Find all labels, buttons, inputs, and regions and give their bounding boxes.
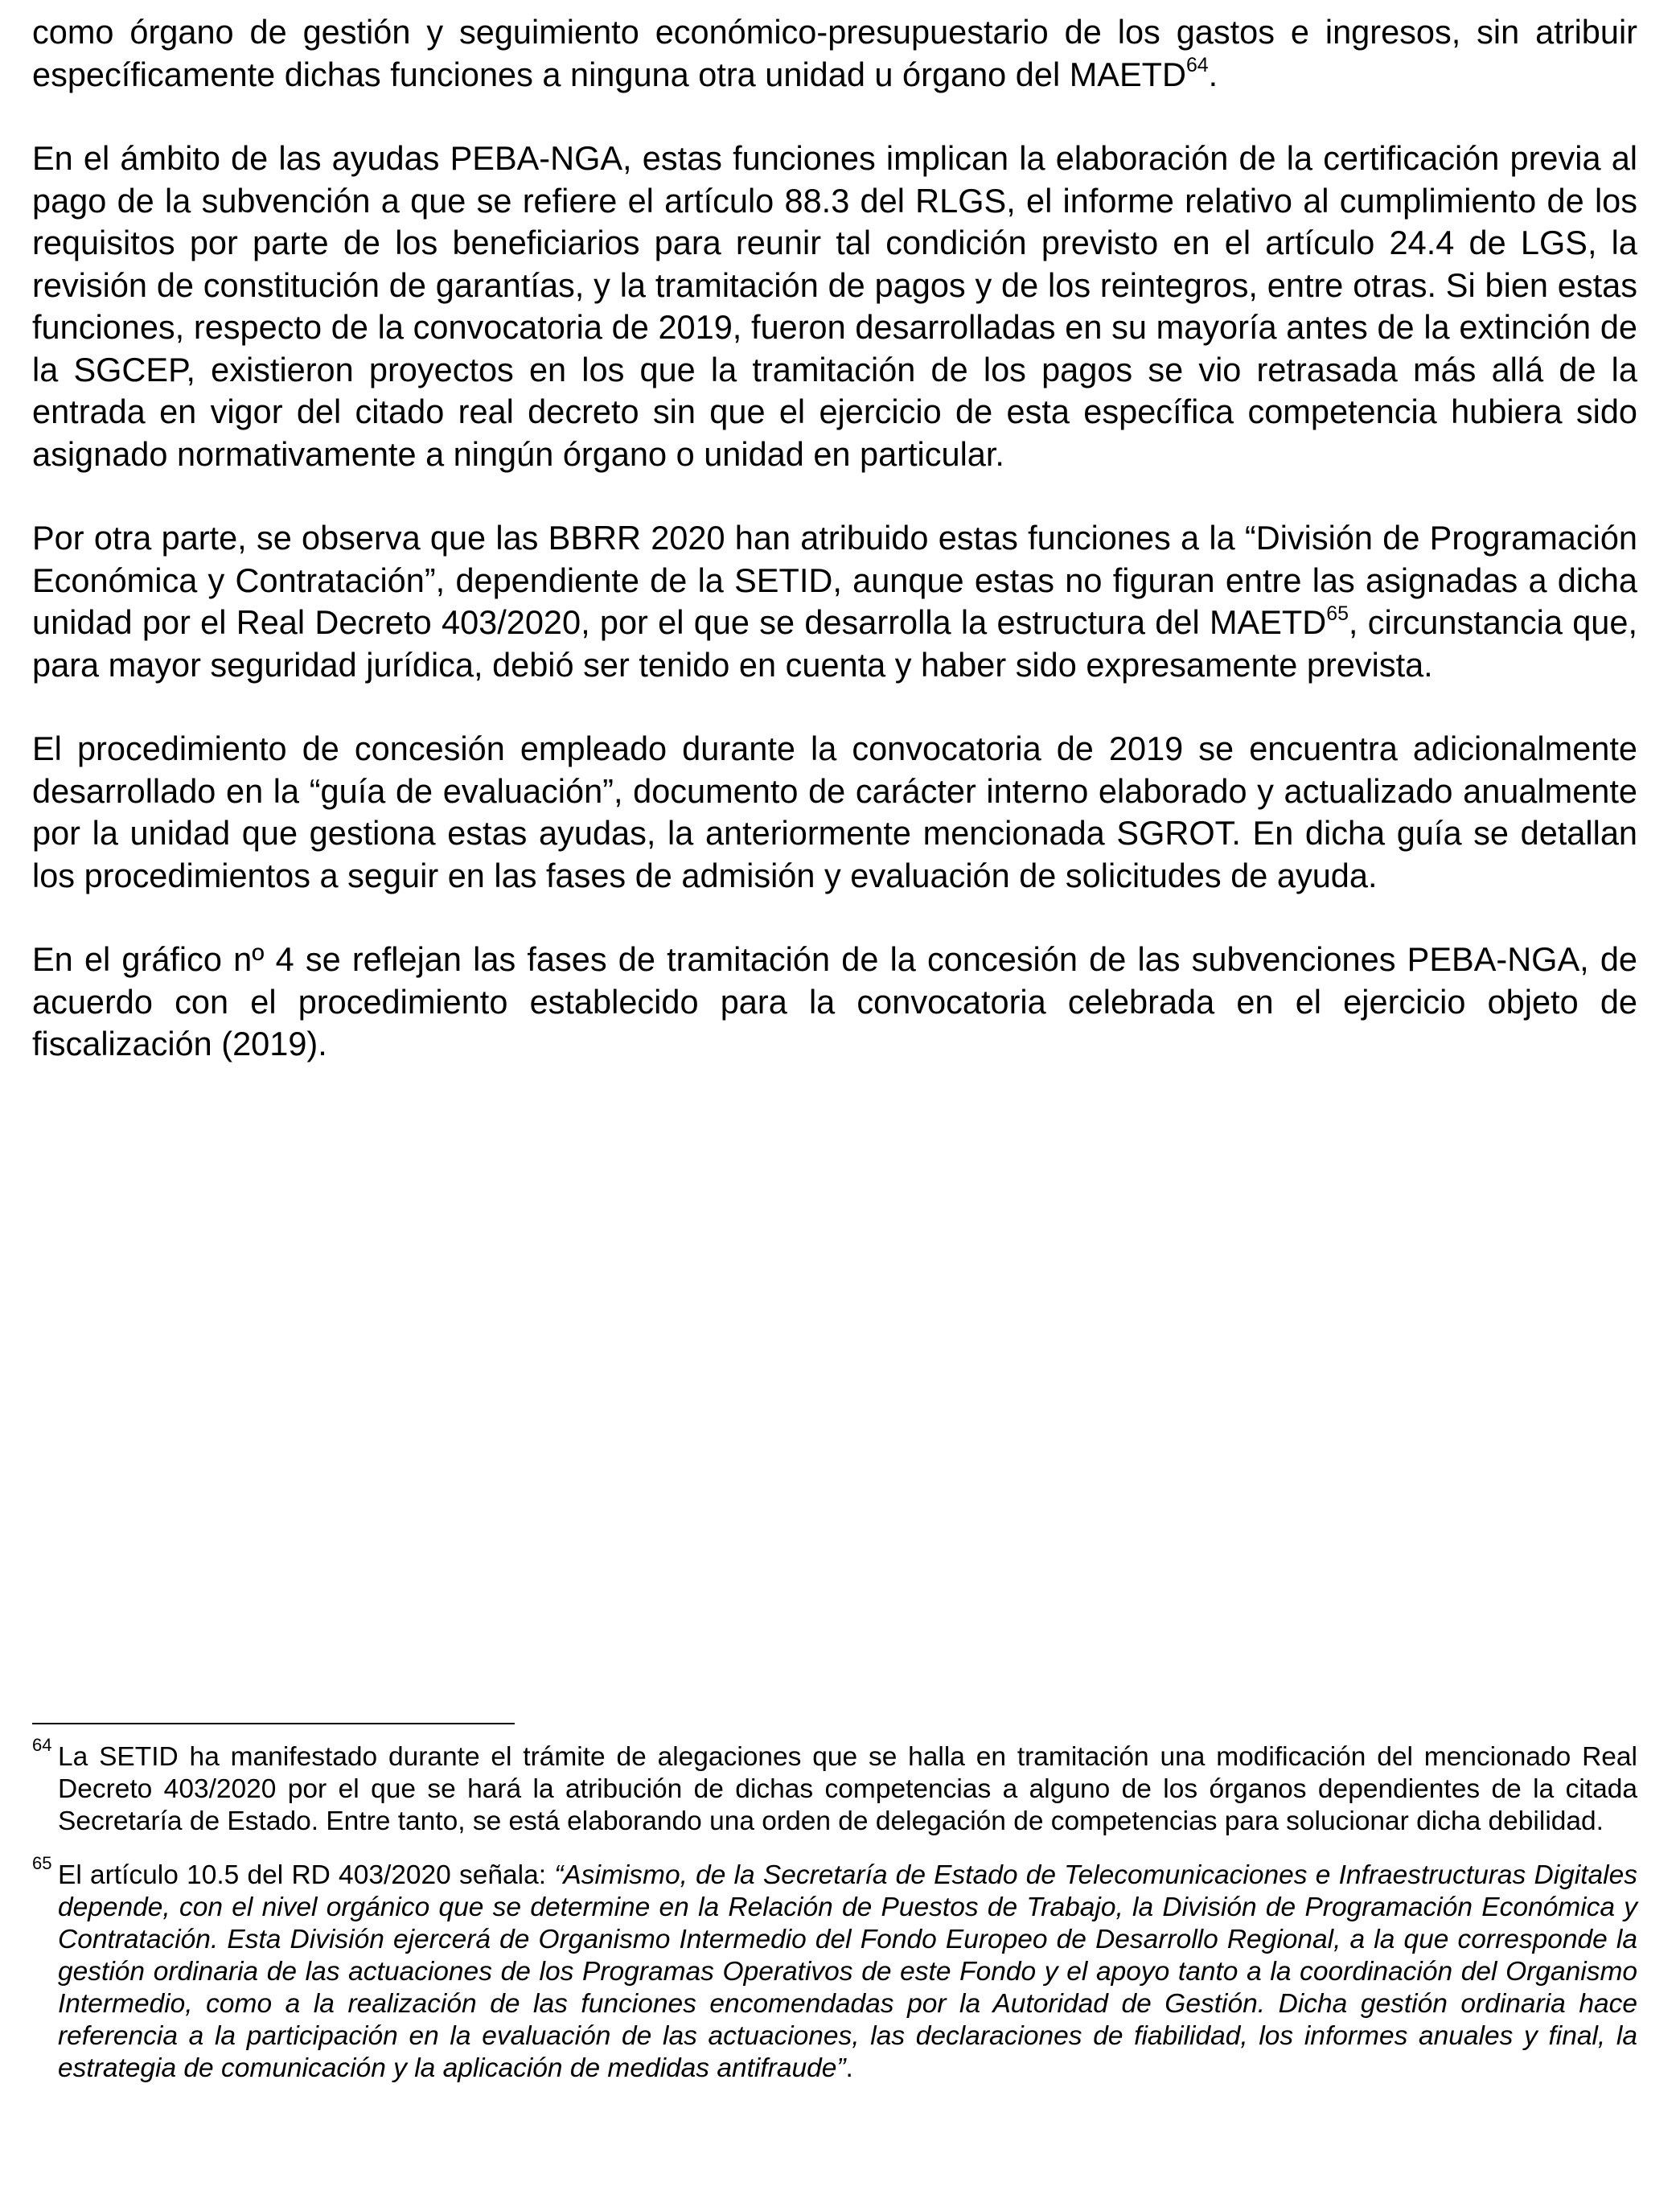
footnote-number: 65 xyxy=(32,1853,52,1873)
footnote-ref-64[interactable]: 64 xyxy=(1185,54,1209,77)
footnote-number: 64 xyxy=(32,1735,52,1755)
paragraph-5: En el gráfico nº 4 se reflejan las fases de tramitación de la concesión de las subvenciones PEBA-NGA, de acuerdo con el procedimiento establecido para la convocatoria celebrada en el ejercicio objeto de fiscalización (2019). xyxy=(32,940,1637,1062)
paragraph-3-text-after: , circunstancia que, para mayor seguridad jurídica, debió ser tenido en cuenta y haber sido expresamente prevista. xyxy=(32,603,1637,684)
paragraph-4: El procedimiento de concesión empleado durante la convocatoria de 2019 se encuentra adicionalmente desarrollado en la “guía de evaluación”, documento de carácter interno elaborado y actualizado anualmente por la unidad que gestiona estas ayudas, la anteriormente mencionada SGROT. En dicha guía se detallan los procedimientos a seguir en las fases de admisión y evaluación de solicitudes de ayuda. xyxy=(32,729,1637,894)
paragraph-1-tail: . xyxy=(1208,55,1218,93)
document-body xyxy=(32,11,1637,1108)
paragraph-1 xyxy=(32,11,1637,96)
footnotes-section xyxy=(32,1735,1637,2106)
paragraph-3 xyxy=(32,517,1637,686)
footnote-separator xyxy=(32,1723,515,1724)
paragraph-3-text-before: Por otra parte, se observa que las BBRR 2020 han atribuido estas funciones a la “División de Programación Económica y Contratación”, dependiente de la SETID, aunque estas no figuran entre las asignadas a dicha unidad por el Real Decreto 403/2020, por el que se desarrolla la estructura del MAETD xyxy=(32,519,1637,641)
footnote-intro: El artículo 10.5 del RD 403/2020 señala: xyxy=(58,1860,555,1890)
footnote-quote: “Asimismo, de la Secretaría de Estado de Telecomunicaciones e Infraestructuras Digitales depende, con el nivel orgánico que se determine en la Relación de Puestos de Trabajo, la División de Programación Económica y Contratación. Esta División ejercerá de Organismo Intermedio del Fondo Europeo de Desarrollo Regional, a la que corresponde la gestión ordinaria de las actuaciones de los Programas Operativos de este Fondo y el apoyo tanto a la coordinación del Organismo Intermedio, como a la realización de las funciones encomendadas por la Autoridad de Gestión. Dicha gestión ordinaria hace referencia a la participación en la evaluación de las actuaciones, las declaraciones de fiabilidad, los informes anuales y final, la estrategia de comunicación y la aplicación de medidas antifraude” xyxy=(58,1860,1637,2083)
footnote-64 xyxy=(32,1735,1637,1838)
footnote-text: La SETID ha manifestado durante el trámite de alegaciones que se halla en tramitación una modificación del mencionado Real Decreto 403/2020 por el que se hará la atribución de dichas competencias a alguno de los órganos dependientes de la citada Secretaría de Estado. Entre tanto, se está elaborando una orden de delegación de competencias para solucionar dicha debilidad. xyxy=(58,1742,1637,1836)
footnote-ref-65[interactable]: 65 xyxy=(1326,602,1349,625)
paragraph-2: En el ámbito de las ayudas PEBA-NGA, estas funciones implican la elaboración de la certificación previa al pago de la subvención a que se refiere el artículo 88.3 del RLGS, el informe relativo al cumplimiento de los requisitos por parte de los beneficiarios para reunir tal condición previsto en el artículo 24.4 de LGS, la revisión de constitución de garantías, y la tramitación de pagos y de los reintegros, entre otras. Si bien estas funciones, respecto de la convocatoria de 2019, fueron desarrolladas en su mayoría antes de la extinción de la SGCEP, existieron proyectos en los que la tramitación de los pagos se vio retrasada más allá de la entrada en vigor del citado real decreto sin que el ejercicio de esta específica competencia hubiera sido asignado normativamente a ningún órgano o unidad en particular. xyxy=(32,139,1637,473)
footnote-tail: . xyxy=(845,2053,853,2083)
footnote-65 xyxy=(32,1853,1637,2085)
paragraph-1-text: como órgano de gestión y seguimiento económico-presupuestario de los gastos e ingresos, sin atribuir específicamente dichas funciones a ninguna otra unidad u órgano del MAETD xyxy=(32,13,1637,93)
